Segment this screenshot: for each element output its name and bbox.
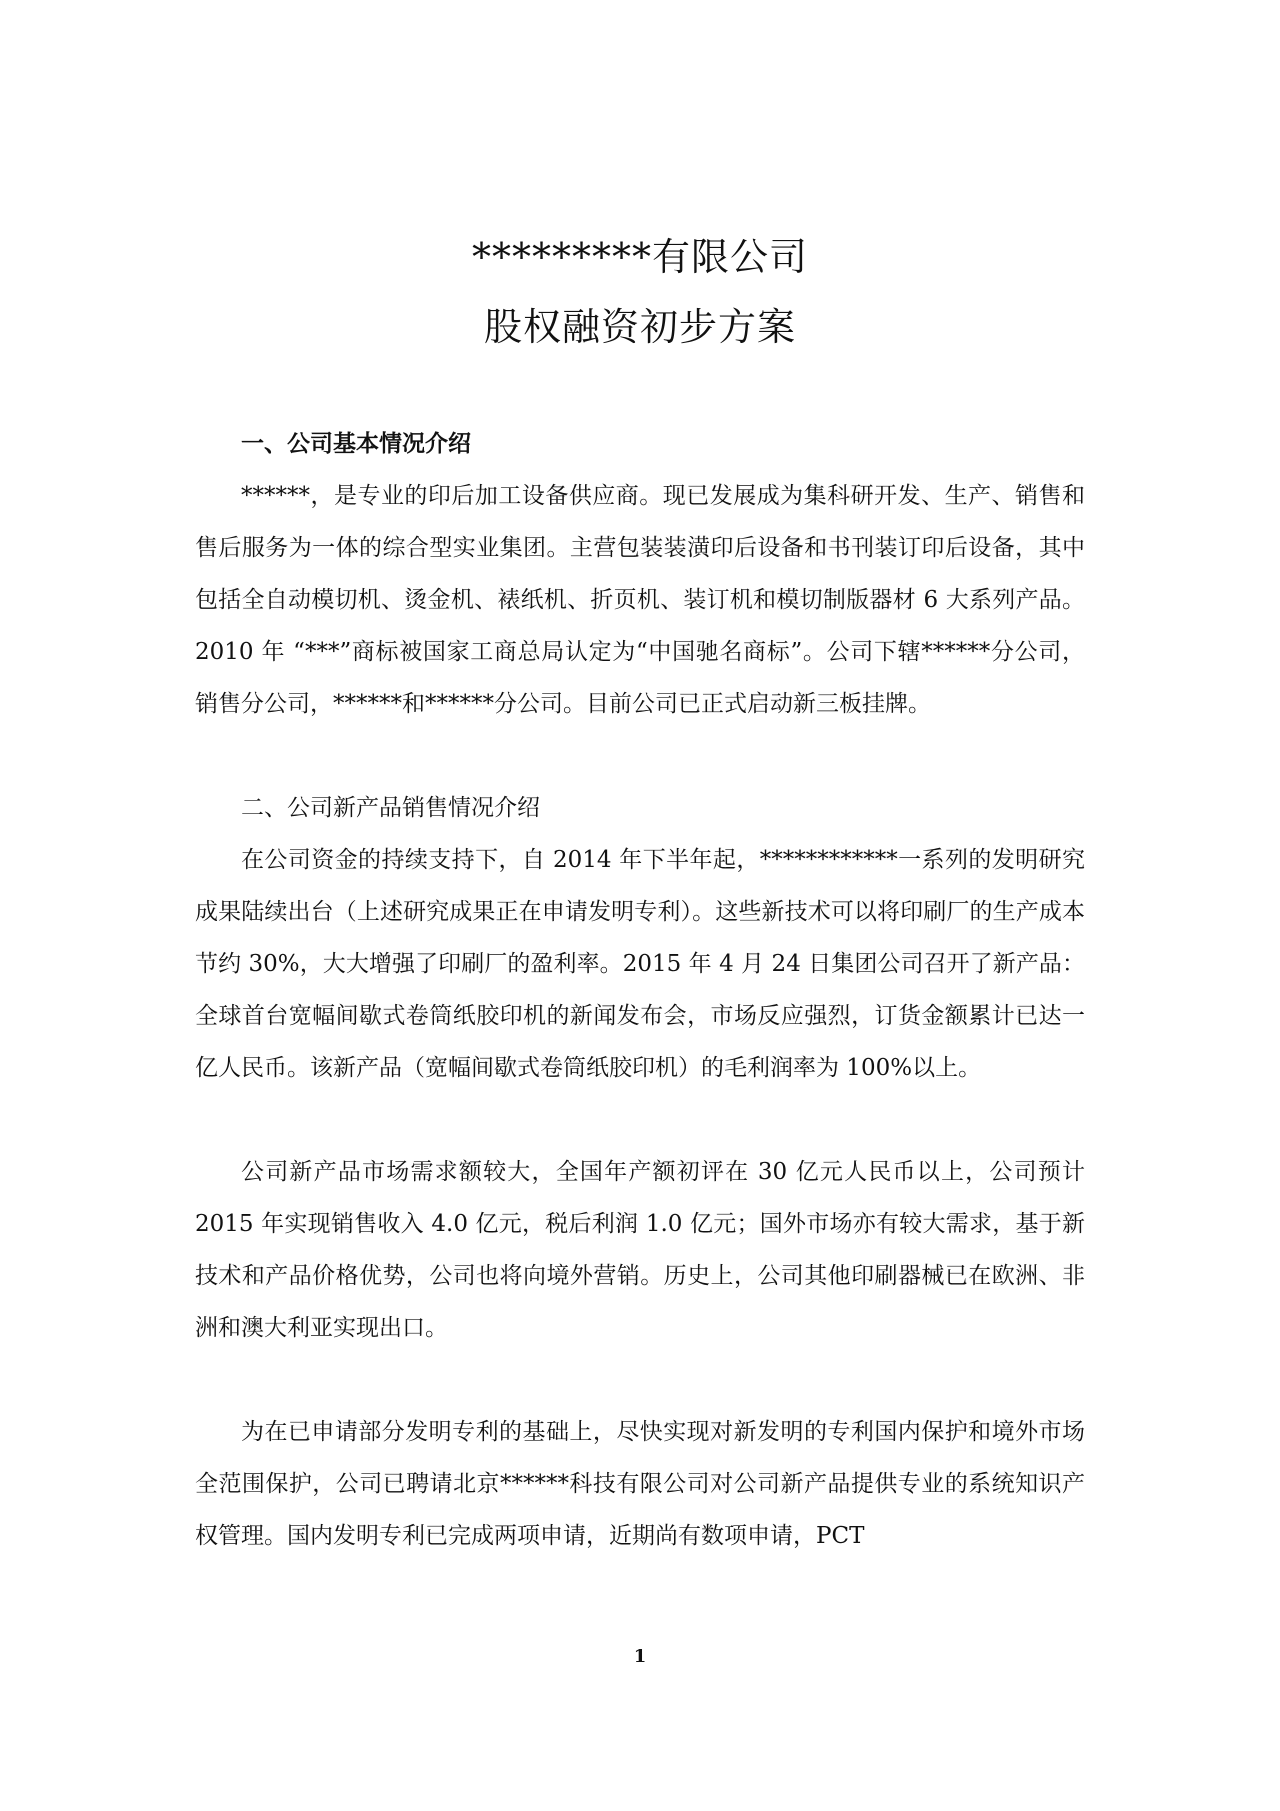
section-heading-company-overview: 一、公司基本情况介绍: [241, 430, 471, 457]
document-body: [195, 418, 1085, 1562]
document-title-plan: 股权融资初步方案: [483, 305, 796, 349]
market-demand-paragraph: 公司新产品市场需求额较大，全国年产额初评在 30 亿元人民币以上，公司预计 2015 年实现销售收入 4.0 亿元，税后利润 1.0 亿元；国外市场亦有较大需求，基于新技术和产品价格优势，公司也将向境外营销。历史上，公司其他印刷器械已在欧洲、非洲和澳大利亚实现出口。: [195, 1159, 1085, 1341]
document-title-company: *********有限公司: [471, 235, 808, 279]
paragraph-spacer: [195, 1354, 1085, 1406]
patent-protection-paragraph: 为在已申请部分发明专利的基础上，尽快实现对新发明的专利国内保护和境外市场全范围保护，公司已聘请北京******科技有限公司对公司新产品提供专业的系统知识产权管理。国内发明专利已完成两项申请，近期尚有数项申请，PCT: [195, 1419, 1085, 1549]
company-overview-paragraph: ******，是专业的印后加工设备供应商。现已发展成为集科研开发、生产、销售和售后服务为一体的综合型实业集团。主营包装装潢印后设备和书刊装订印后设备，其中包括全自动模切机、烫金机、裱纸机、折页机、装订机和模切制版器材 6 大系列产品。2010 年 “***”商标被国家工商总局认定为“中国驰名商标”。公司下辖******分公司，销售分公司，******和******分公司。目前公司已正式启动新三板挂牌。: [195, 483, 1085, 717]
section-heading-new-product-sales: 二、公司新产品销售情况介绍: [241, 795, 540, 821]
new-product-paragraph: 在公司资金的持续支持下，自 2014 年下半年起，************一系列的发明研究成果陆续出台（上述研究成果正在申请发明专利）。这些新技术可以将印刷厂的生产成本节约 30%，大大增强了印刷厂的盈利率。2015 年 4 月 24 日集团公司召开了新产品：全球首台宽幅间歇式卷筒纸胶印机的新闻发布会，市场反应强烈，订货金额累计已达一亿人民币。该新产品（宽幅间歇式卷筒纸胶印机）的毛利润率为 100%以上。: [195, 847, 1085, 1081]
page-number: 1: [633, 1646, 647, 1667]
paragraph-spacer: [195, 1094, 1085, 1146]
paragraph-spacer: [195, 730, 1085, 782]
